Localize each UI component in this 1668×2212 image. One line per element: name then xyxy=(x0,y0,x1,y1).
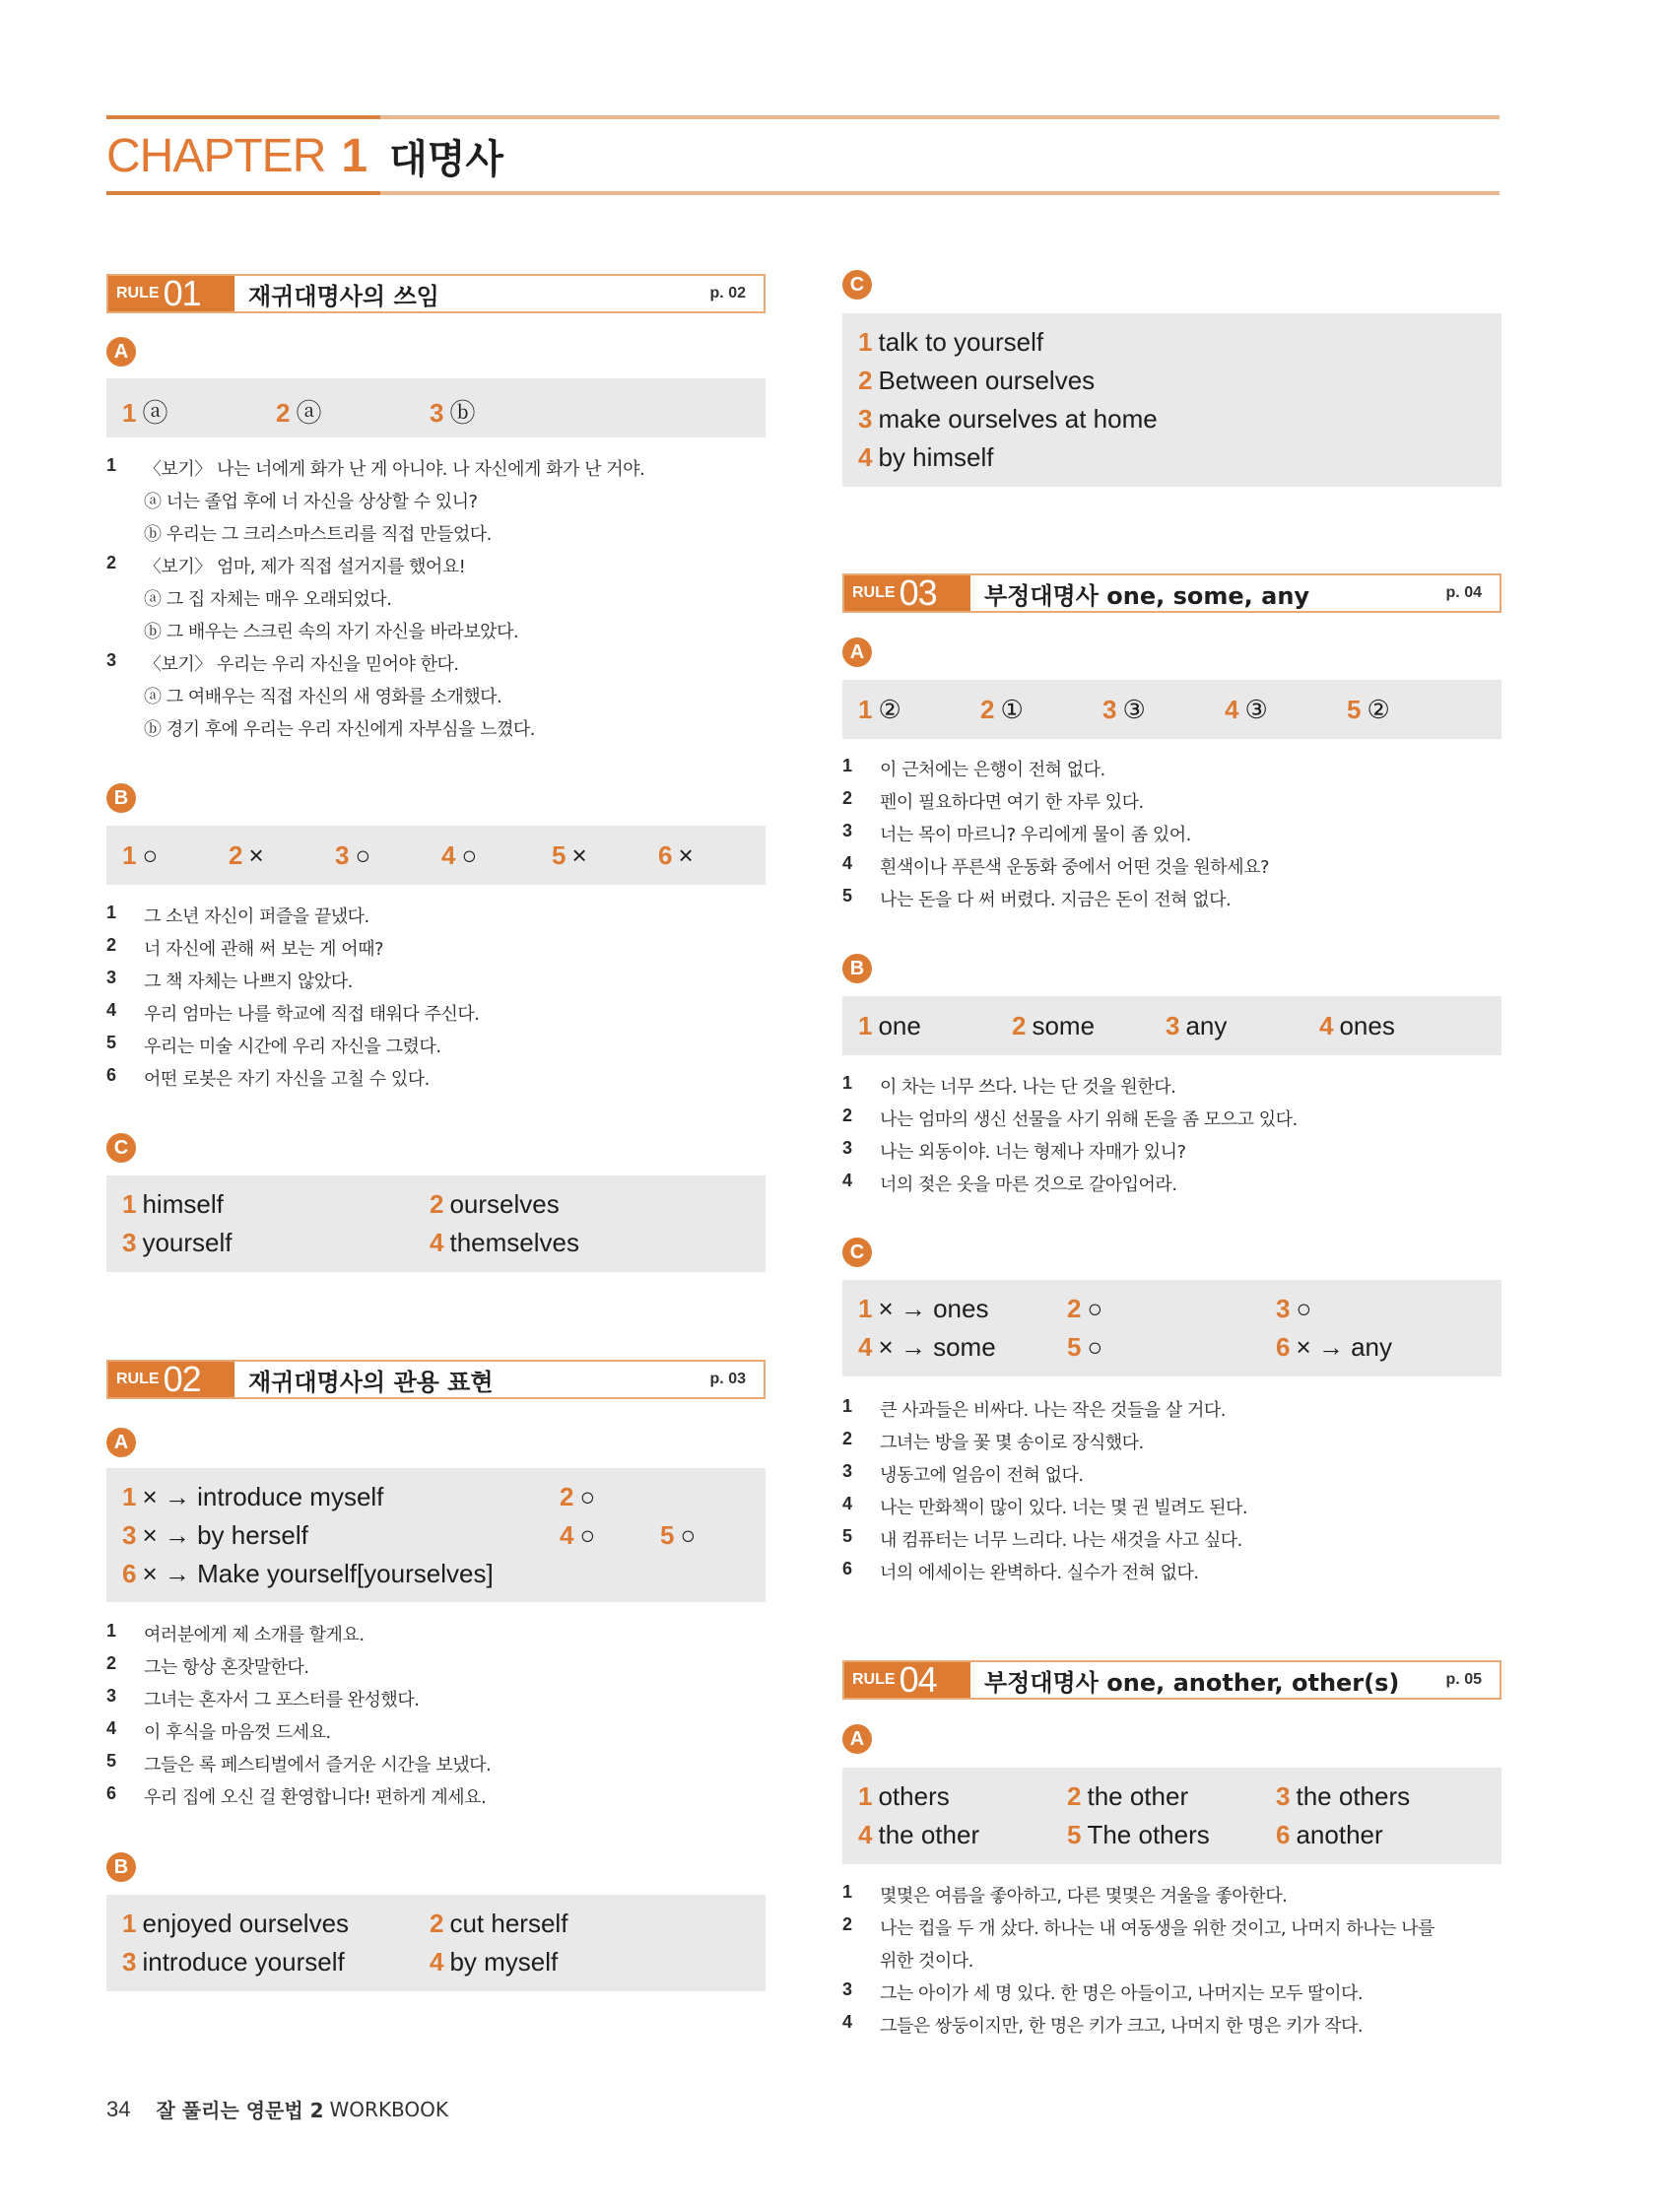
section-c-badge: C xyxy=(842,270,872,300)
section-b-badge: B xyxy=(842,954,872,983)
section-a-badge: A xyxy=(842,637,872,667)
chapter-number: 1 xyxy=(341,129,368,182)
answer-item: 3 ○ xyxy=(335,840,371,870)
rule-title: 부정대명사 one, another, other(s) xyxy=(984,1668,1400,1697)
answer-box-1a xyxy=(106,378,766,437)
answer-item: 4 ○ xyxy=(441,840,478,870)
answer-item: 1 ⓐ xyxy=(122,398,168,428)
rule-02-header xyxy=(106,1360,766,1399)
rule-tag: RULE xyxy=(852,584,896,601)
answer-box-2c xyxy=(842,313,1501,487)
page-number: 34 xyxy=(106,2096,131,2121)
answer-item: 2 the other xyxy=(1067,1781,1189,1811)
rule-title: 재귀대명사의 쓰임 xyxy=(248,282,439,310)
rule-page: p. 04 xyxy=(1445,584,1482,601)
section-b-badge: B xyxy=(106,783,136,813)
answer-item: 5 The others xyxy=(1067,1820,1210,1849)
answer-item: 4 ③ xyxy=(1225,695,1268,724)
answer-item: 6 × → any xyxy=(1276,1332,1393,1362)
book-subtitle: WORKBOOK xyxy=(329,2097,449,2121)
answer-item: 3 yourself xyxy=(122,1228,233,1257)
answer-item: 5 ○ xyxy=(1067,1332,1103,1362)
section-c-badge: C xyxy=(106,1133,136,1163)
answer-item: 6 × xyxy=(658,840,694,870)
rule-number: 03 xyxy=(899,572,937,613)
answer-item: 3 ○ xyxy=(1276,1294,1312,1323)
rule-01-header xyxy=(106,274,766,313)
answer-item: 1 × → introduce myself xyxy=(122,1482,384,1511)
section-c-badge: C xyxy=(842,1238,872,1267)
section-a-badge: A xyxy=(106,1428,136,1457)
answer-box-3b xyxy=(842,996,1501,1055)
page-footer xyxy=(106,2095,448,2123)
answer-item: 1 talk to yourself xyxy=(858,327,1044,357)
rule-title: 부정대명사 one, some, any xyxy=(984,581,1310,610)
answer-item: 3 make ourselves at home xyxy=(858,404,1158,434)
answer-item: 1 ○ xyxy=(122,840,159,870)
rule-page: p. 02 xyxy=(709,285,746,302)
answer-item: 5 × xyxy=(552,840,587,870)
rule-page: p. 03 xyxy=(709,1371,746,1387)
rule-tag: RULE xyxy=(852,1671,896,1688)
answer-item: 1 × → ones xyxy=(858,1294,989,1323)
section-a-badge: A xyxy=(106,337,136,367)
answer-box-2b xyxy=(106,1895,766,1991)
answer-item: 1 himself xyxy=(122,1189,224,1219)
answer-item: 3 introduce yourself xyxy=(122,1947,345,1977)
rule-page: p. 05 xyxy=(1445,1671,1482,1688)
rule-03-header xyxy=(842,573,1501,613)
rule-tag: RULE xyxy=(116,1371,160,1387)
answer-box-1c xyxy=(106,1175,766,1272)
header-rule-top xyxy=(106,115,1500,119)
answer-item: 4 themselves xyxy=(430,1228,579,1257)
answer-item: 2 ○ xyxy=(560,1482,596,1511)
section-b-badge: B xyxy=(106,1852,136,1882)
rule-tag: RULE xyxy=(116,285,160,302)
answer-item: 4 the other xyxy=(858,1820,980,1849)
answer-item: 1 enjoyed ourselves xyxy=(122,1909,350,1938)
answer-item: 2 ourselves xyxy=(430,1189,560,1219)
book-title: 잘 풀리는 영문법 2 xyxy=(156,2099,324,2122)
answer-item: 6 another xyxy=(1276,1820,1383,1849)
answer-item: 4 by myself xyxy=(430,1947,559,1977)
answer-box-4a xyxy=(842,1768,1501,1864)
answer-item: 1 others xyxy=(858,1781,950,1811)
answer-box-3c xyxy=(842,1280,1501,1376)
answer-item: 4 ones xyxy=(1319,1011,1395,1040)
chapter-heading xyxy=(106,126,503,185)
answer-item: 2 cut herself xyxy=(430,1909,568,1938)
answer-item: 5 ○ xyxy=(660,1520,697,1550)
answer-item: 3 ③ xyxy=(1102,695,1146,724)
section-a-badge: A xyxy=(842,1724,872,1754)
answer-item: 6 × → Make yourself[yourselves] xyxy=(122,1559,494,1588)
answer-item: 2 ① xyxy=(980,695,1024,724)
answer-item: 3 × → by herself xyxy=(122,1520,308,1550)
answer-item: 4 by himself xyxy=(858,442,994,472)
answer-item: 2 Between ourselves xyxy=(858,366,1096,395)
rule-number: 02 xyxy=(163,1359,201,1399)
answer-item: 3 any xyxy=(1166,1011,1228,1040)
answer-item: 2 × xyxy=(229,840,264,870)
rule-number: 01 xyxy=(163,273,201,313)
rule-number: 04 xyxy=(899,1659,937,1700)
answer-item: 2 ○ xyxy=(1067,1294,1103,1323)
header-rule-bottom xyxy=(106,191,1500,195)
answer-item: 1 ② xyxy=(858,695,901,724)
chapter-word: CHAPTER xyxy=(106,129,326,182)
answer-item: 1 one xyxy=(858,1011,921,1040)
answer-box-1b xyxy=(106,826,766,885)
chapter-title: 대명사 xyxy=(389,136,503,182)
answer-item: 3 the others xyxy=(1276,1781,1411,1811)
rule-title: 재귀대명사의 관용 표현 xyxy=(248,1368,494,1396)
answer-box-2a xyxy=(106,1468,766,1602)
answer-item: 4 ○ xyxy=(560,1520,596,1550)
answer-item: 3 ⓑ xyxy=(430,398,476,428)
answer-item: 4 × → some xyxy=(858,1332,996,1362)
answer-box-3a xyxy=(842,680,1501,739)
answer-item: 5 ② xyxy=(1347,695,1390,724)
answer-item: 2 ⓐ xyxy=(276,398,322,428)
rule-04-header xyxy=(842,1660,1501,1700)
answer-item: 2 some xyxy=(1012,1011,1096,1040)
